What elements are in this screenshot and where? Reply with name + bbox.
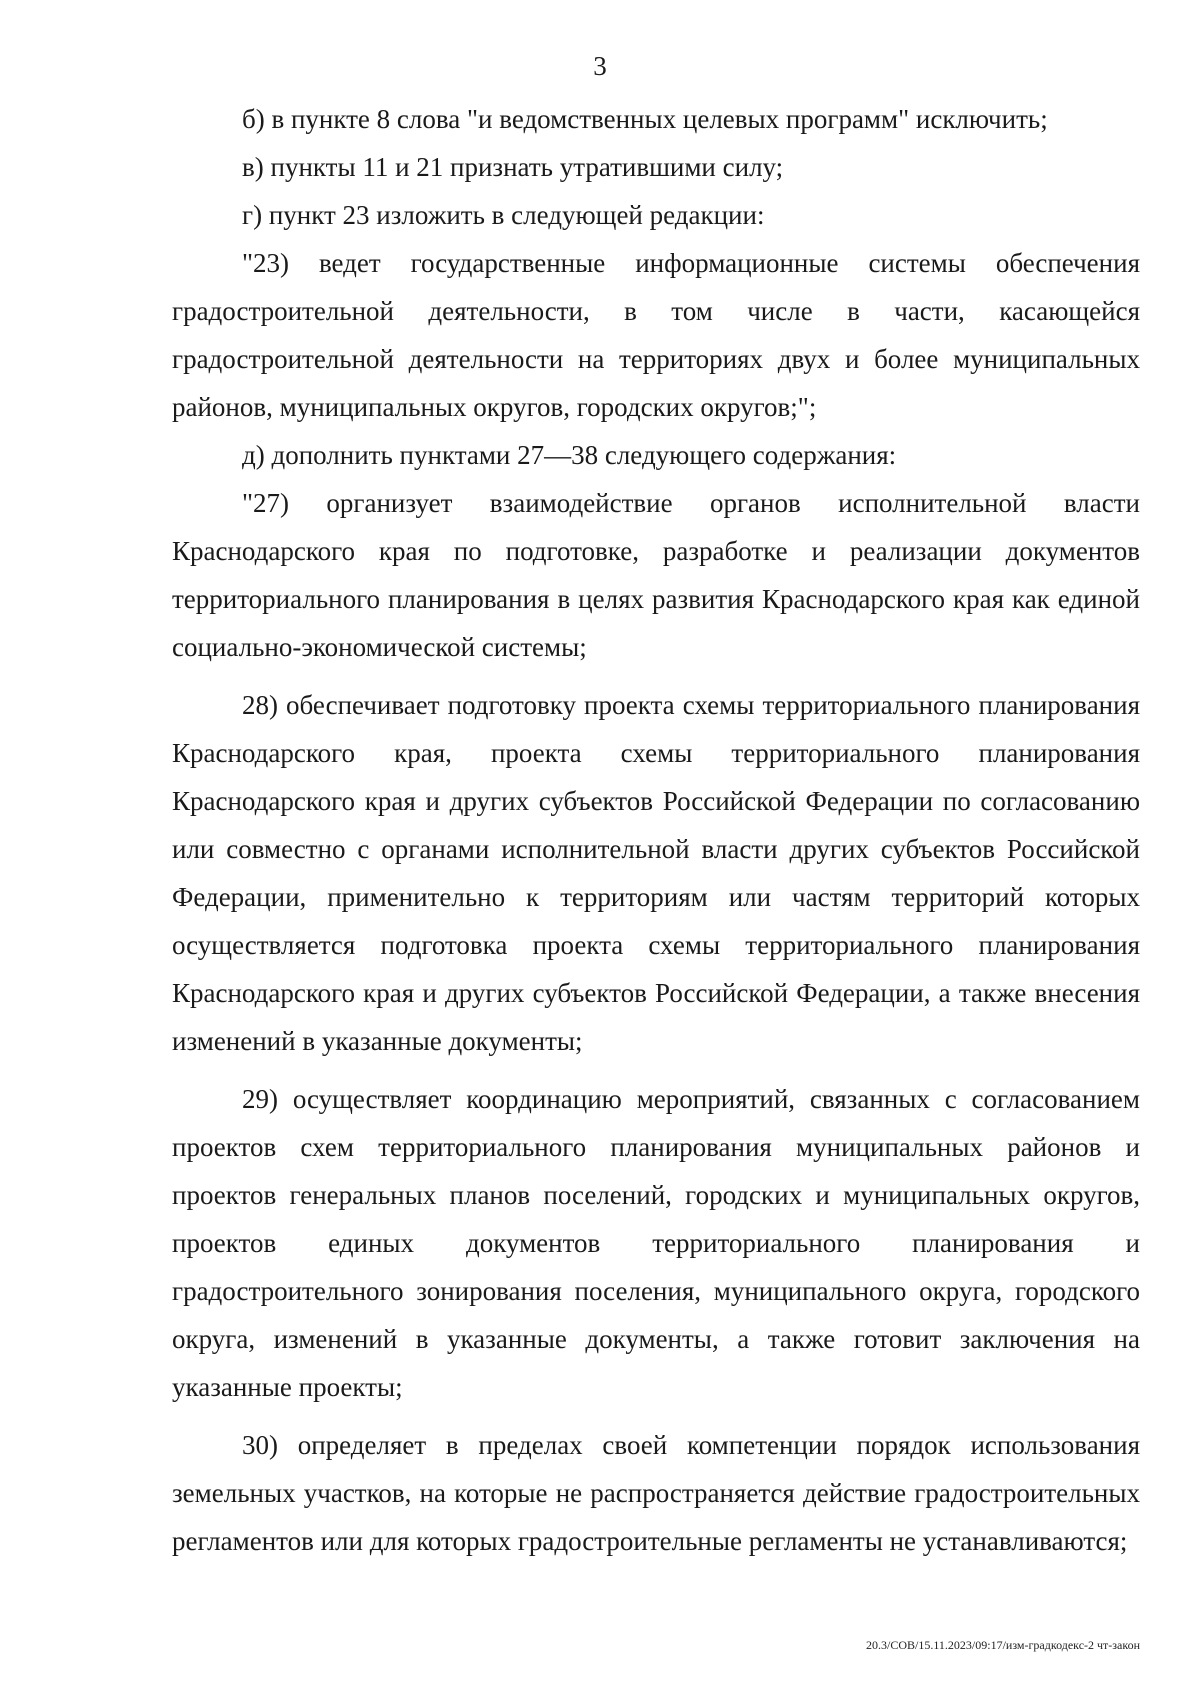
- paragraph-item-23: "23) ведет государственные информационные системы обеспечения градостроительной деятельности, в том числе в части, касающейся градостроительной деятельности на территориях двух и более муниципальных районов, муниципальных округов, городских округов;";: [172, 248, 1140, 422]
- paragraph-item-30: 30) определяет в пределах своей компетенции порядок использования земельных участков, на которые не распространяется действие градостроительных регламентов или для которых градостроительные регламенты не устанавливаются;: [172, 1430, 1140, 1556]
- document-footer-code: 20.3/СОВ/15.11.2023/09:17/изм-градкодекс-2 чт-закон: [866, 1638, 1140, 1652]
- page-number: 3: [593, 51, 607, 81]
- paragraph-item-28: 28) обеспечивает подготовку проекта схемы территориального планирования Краснодарского края, проекта схемы территориального планирования Краснодарского края и других субъектов Российской Федерации по согласованию или совместно с органами исполнительной власти других субъектов Российской Федерации, применительно к территориям или частям территорий которых осуществляется подготовка проекта схемы территориального планирования Краснодарского края и других субъектов Российской Федерации, а также внесения изменений в указанные документы;: [172, 690, 1140, 1056]
- paragraph-g: г) пункт 23 изложить в следующей редакции:: [242, 200, 765, 230]
- paragraph-item-27: "27) организует взаимодействие органов исполнительной власти Краснодарского края по подготовке, разработке и реализации документов территориального планирования в целях развития Краснодарского края как единой социально-экономической системы;: [172, 488, 1140, 662]
- paragraph-b: б) в пункте 8 слова "и ведомственных целевых программ" исключить;: [242, 104, 1048, 134]
- paragraph-item-29: 29) осуществляет координацию мероприятий, связанных с согласованием проектов схем территориального планирования муниципальных районов и проектов генеральных планов поселений, городских и муниципальных округов, проектов единых документов территориального планирования и градостроительного зонирования поселения, муниципального округа, городского округа, изменений в указанные документы, а также готовит заключения на указанные проекты;: [172, 1084, 1140, 1402]
- document-body: [172, 95, 1140, 1575]
- paragraph-v: в) пункты 11 и 21 признать утратившими силу;: [242, 152, 784, 182]
- paragraph-d: д) дополнить пунктами 27—38 следующего содержания:: [242, 440, 897, 470]
